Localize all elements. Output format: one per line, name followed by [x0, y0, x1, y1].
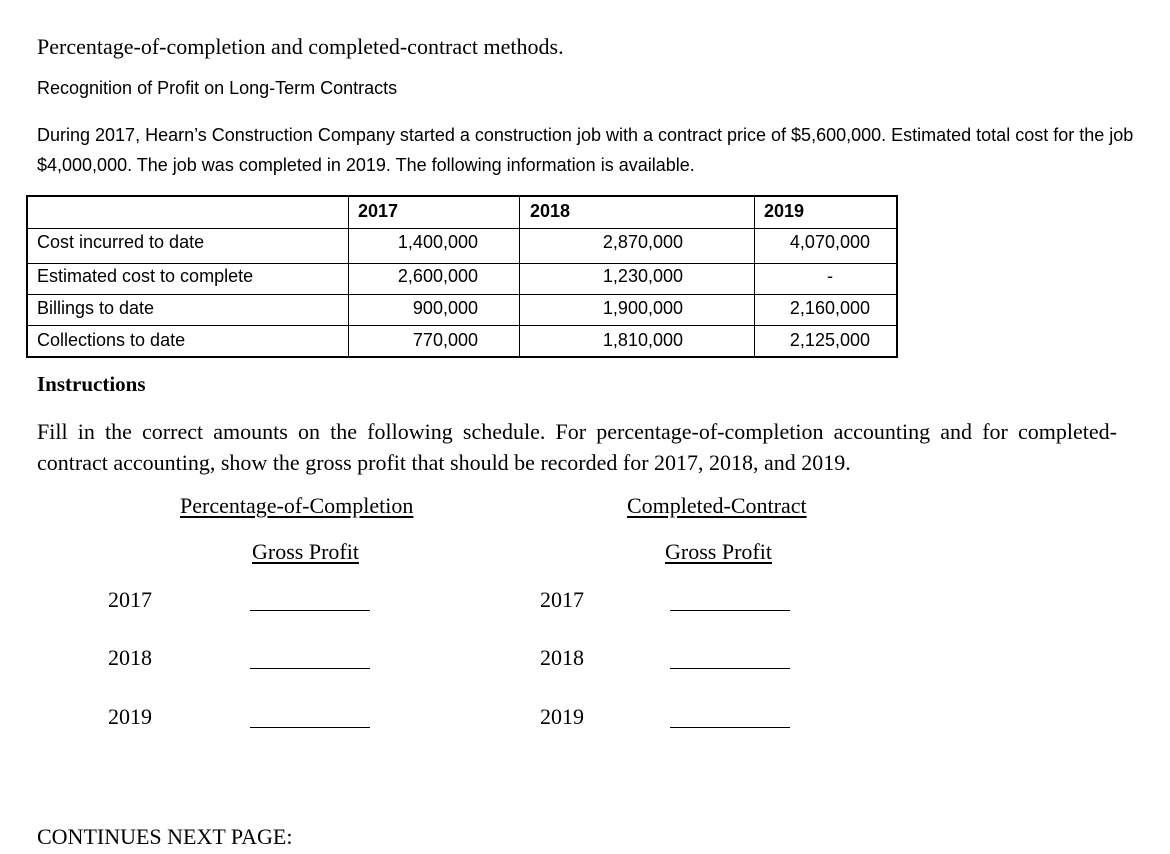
poc-answer-blank-2018[interactable]: [250, 668, 370, 669]
poc-year-2019: 2019: [108, 704, 152, 729]
table-cell: 770,000: [412, 330, 478, 350]
poc-year-2017: 2017: [108, 587, 152, 612]
table-cell: 1,400,000: [397, 232, 478, 252]
instructions-heading: Instructions: [37, 372, 146, 396]
table-cell: 1,900,000: [602, 298, 683, 318]
poc-year-2018: 2018: [108, 645, 152, 670]
page-subtitle: Recognition of Profit on Long-Term Contracts: [37, 78, 398, 98]
table-cell: 1,230,000: [602, 266, 683, 286]
poc-answer-blank-2017[interactable]: [250, 610, 370, 611]
table-divider: [28, 294, 896, 295]
poc-gross-profit-label: Gross Profit: [252, 539, 359, 564]
continues-note: CONTINUES NEXT PAGE:: [37, 824, 293, 849]
cc-heading: Completed-Contract: [627, 493, 807, 518]
cc-answer-blank-2017[interactable]: [670, 610, 790, 611]
data-table: [26, 195, 898, 358]
row-label: Estimated cost to complete: [37, 266, 254, 286]
column-header-2018: 2018: [530, 201, 571, 221]
row-label: Billings to date: [37, 298, 155, 318]
table-divider: [28, 263, 896, 264]
table-divider: [754, 197, 755, 356]
cc-answer-blank-2019[interactable]: [670, 727, 790, 728]
cc-gross-profit-label: Gross Profit: [665, 539, 772, 564]
table-divider: [519, 197, 520, 356]
column-header-2019: 2019: [764, 201, 805, 221]
instructions-text: Fill in the correct amounts on the following schedule. For percentage-of-completion accounting and for completed-contract accounting, show the gross profit that should be recorded for 2017, 2018, and 2019.: [37, 419, 1117, 475]
table-cell: 2,870,000: [602, 232, 683, 252]
table-cell: 900,000: [412, 298, 478, 318]
row-label: Collections to date: [37, 330, 186, 350]
table-divider: [28, 325, 896, 326]
table-divider: [348, 197, 349, 356]
table-cell: 2,600,000: [397, 266, 478, 286]
row-label: Cost incurred to date: [37, 232, 205, 252]
cc-year-2018: 2018: [540, 645, 584, 670]
table-divider: [28, 228, 896, 229]
cc-year-2017: 2017: [540, 587, 584, 612]
table-cell: -: [827, 266, 833, 286]
page-title: Percentage-of-completion and completed-contract methods.: [37, 34, 564, 59]
cc-answer-blank-2018[interactable]: [670, 668, 790, 669]
intro-paragraph: During 2017, Hearn’s Construction Company started a construction job with a contract price of $5,600,000. Estimated total cost for the job $4,000,000. The job was completed in 2019. The following information is available.: [37, 125, 1134, 175]
cc-year-2019: 2019: [540, 704, 584, 729]
table-cell: 4,070,000: [789, 232, 870, 252]
poc-heading: Percentage-of-Completion: [180, 493, 414, 518]
table-cell: 2,125,000: [789, 330, 870, 350]
column-header-2017: 2017: [358, 201, 399, 221]
poc-answer-blank-2019[interactable]: [250, 727, 370, 728]
table-cell: 1,810,000: [602, 330, 683, 350]
table-cell: 2,160,000: [789, 298, 870, 318]
